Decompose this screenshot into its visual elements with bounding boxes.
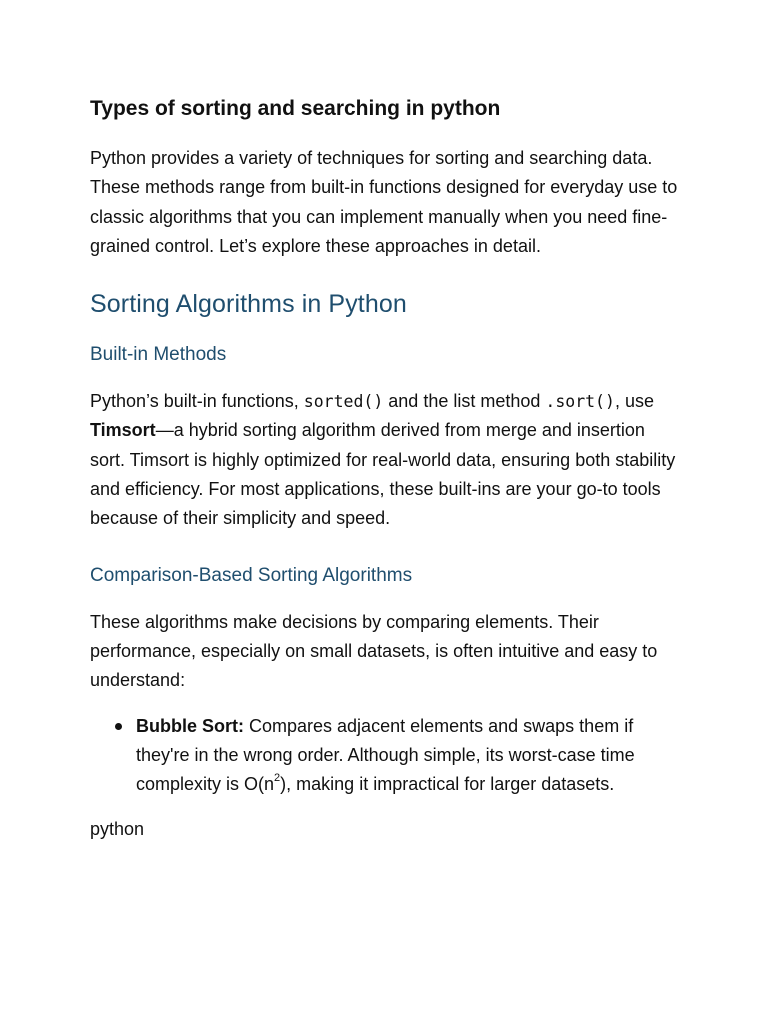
subheading-comparison-sorting: Comparison-Based Sorting Algorithms	[90, 564, 413, 586]
builtin-text-2: and the list method	[383, 391, 546, 412]
bubble-sort-text-1: Compares adjacent elements and swaps them if they're in the wrong order. Although simple, its worst-case time complexity is O(n	[136, 715, 635, 795]
intro-paragraph: Python provides a variety of techniques for sorting and searching data. These methods range from built-in functions designed for everyday use to classic algorithms that you can implement manually when you need fine-grained control. Let’s explore these approaches in detail.	[90, 148, 678, 256]
bullet-icon	[115, 723, 122, 730]
subheading-builtin-methods: Built-in Methods	[90, 344, 227, 366]
list-item-bubble-sort	[136, 712, 680, 800]
builtin-text-1: Python’s built-in functions,	[90, 391, 304, 412]
code-sort: .sort()	[545, 392, 615, 412]
comparison-intro-paragraph: These algorithms make decisions by comparing elements. Their performance, especially on small datasets, is often intuitive and easy to understand:	[90, 611, 658, 691]
builtin-methods-paragraph	[90, 387, 680, 533]
document-title: Types of sorting and searching in python	[90, 97, 501, 120]
bubble-sort-text-2: ), making it impractical for larger datasets.	[280, 774, 615, 795]
exponent: 2	[274, 772, 281, 785]
builtin-text-3: , use	[614, 391, 654, 412]
bubble-sort-term: Bubble Sort:	[136, 715, 244, 736]
timsort-term: Timsort	[90, 420, 156, 441]
section-heading-sorting: Sorting Algorithms in Python	[90, 290, 407, 319]
document-page	[90, 94, 680, 845]
code-sorted: sorted()	[303, 392, 384, 412]
algorithm-list	[90, 712, 680, 800]
code-language-label: python	[90, 819, 145, 840]
builtin-text-4: —a hybrid sorting algorithm derived from merge and insertion sort. Timsort is highly optimized for real-world data, ensuring both stability and efficiency. For most applications, these built-ins are your go-to tools because of their simplicity and speed.	[90, 420, 676, 529]
